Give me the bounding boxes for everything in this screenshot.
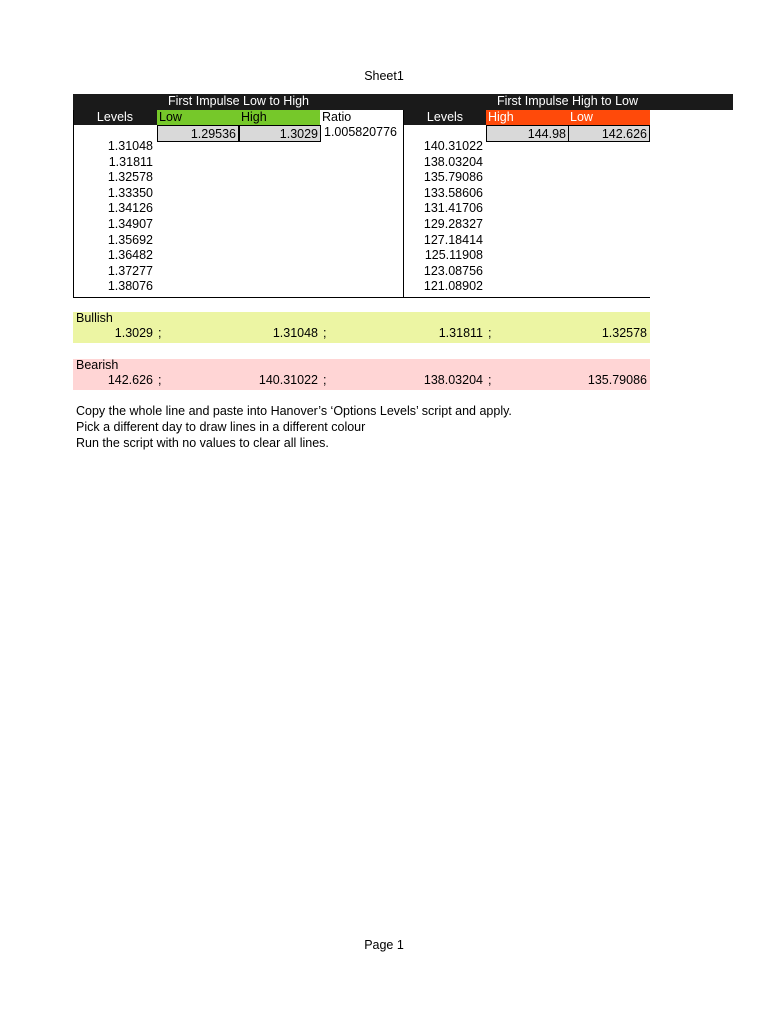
bear-high-header xyxy=(486,110,568,125)
bull-level: 1.35692 xyxy=(107,232,153,247)
bear-level: 138.03204 xyxy=(423,154,483,169)
bullish-separator: ; xyxy=(323,326,327,340)
bullish-separator: ; xyxy=(488,326,492,340)
bull-level: 1.31811 xyxy=(108,154,153,169)
bull-level: 1.33350 xyxy=(107,185,153,200)
bull-table-title: First Impulse Low to High xyxy=(167,94,310,108)
bull-level: 1.36482 xyxy=(107,248,153,263)
bearish-label: Bearish xyxy=(76,358,119,372)
bear-level: 129.28327 xyxy=(423,216,483,231)
instruction-line: Pick a different day to draw lines in a different colour xyxy=(76,420,366,434)
bear-levels-label: Levels xyxy=(426,110,464,124)
bearish-separator: ; xyxy=(488,373,492,387)
bear-level: 127.18414 xyxy=(423,232,483,247)
bull-level: 1.34907 xyxy=(107,216,153,231)
bear-level: 131.41706 xyxy=(423,201,483,216)
bullish-value: 1.3029 xyxy=(114,326,153,340)
bearish-value: 138.03204 xyxy=(423,373,483,387)
bull-high-label: High xyxy=(241,110,267,124)
ratio-value: 1.005820776 xyxy=(324,125,397,139)
bull-low-header xyxy=(157,110,239,125)
bull-level: 1.37277 xyxy=(107,263,153,278)
bull-level: 1.38076 xyxy=(107,279,153,294)
instruction-line: Run the script with no values to clear all lines. xyxy=(76,436,329,450)
bull-high-input[interactable]: 1.3029 xyxy=(239,125,321,142)
bull-level: 1.31048 xyxy=(107,139,153,153)
bull-low-input[interactable]: 1.29536 xyxy=(157,125,239,142)
bull-levels-label: Levels xyxy=(96,110,134,124)
bear-low-input[interactable]: 142.626 xyxy=(568,125,650,142)
instruction-line: Copy the whole line and paste into Hanover’s ‘Options Levels’ script and apply. xyxy=(76,404,512,418)
bear-high-input[interactable]: 144.98 xyxy=(486,125,569,142)
ratio-label: Ratio xyxy=(322,110,352,124)
bullish-value: 1.32578 xyxy=(601,326,647,340)
bearish-separator: ; xyxy=(323,373,327,387)
bullish-label: Bullish xyxy=(76,311,113,325)
bullish-value: 1.31811 xyxy=(438,326,483,340)
bear-low-label: Low xyxy=(570,110,593,124)
bull-levels-list xyxy=(73,139,153,295)
bearish-separator: ; xyxy=(158,373,162,387)
bear-high-label: High xyxy=(488,110,514,124)
bear-level: 123.08756 xyxy=(423,263,483,278)
bull-high-header xyxy=(239,110,320,125)
bull-level: 1.34126 xyxy=(107,201,153,216)
bear-level: 135.79086 xyxy=(423,170,483,185)
bull-level: 1.32578 xyxy=(107,170,153,185)
bear-level: 140.31022 xyxy=(423,139,483,153)
bear-low-header xyxy=(568,110,650,125)
sheet-title: Sheet1 xyxy=(364,69,404,83)
bear-level: 133.58606 xyxy=(423,185,483,200)
bear-level: 121.08902 xyxy=(423,279,483,294)
bullish-value: 1.31048 xyxy=(272,326,318,340)
page-footer: Page 1 xyxy=(364,938,404,952)
bearish-value: 142.626 xyxy=(107,373,153,387)
bearish-value: 140.31022 xyxy=(258,373,318,387)
bull-low-label: Low xyxy=(159,110,182,124)
bear-table-title: First Impulse High to Low xyxy=(496,94,639,108)
bear-levels-list xyxy=(404,139,483,295)
bear-level: 125.11908 xyxy=(424,248,483,263)
bearish-value: 135.79086 xyxy=(587,373,647,387)
table-bottom-border xyxy=(73,297,650,298)
bullish-separator: ; xyxy=(158,326,162,340)
